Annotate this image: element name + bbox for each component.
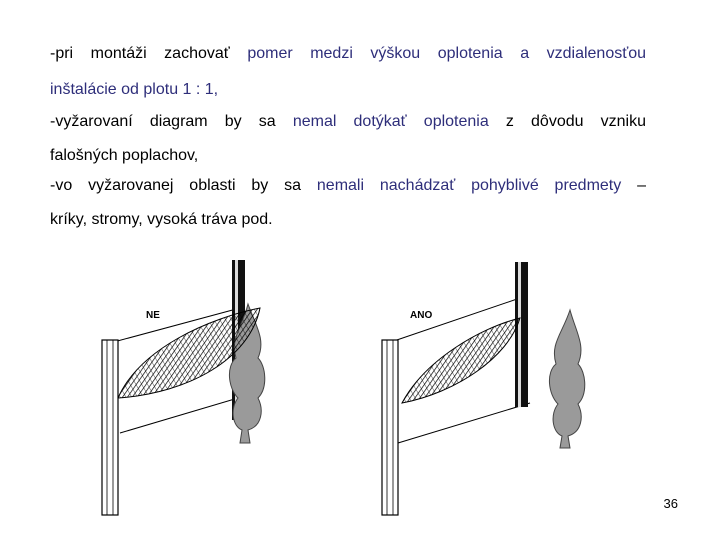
label-ano: ANO bbox=[410, 310, 433, 321]
paragraph-1-line-1 bbox=[50, 44, 646, 64]
paragraph-1-line-2: inštalácie od plotu 1 : 1, bbox=[50, 81, 219, 98]
tree-icon bbox=[549, 310, 584, 448]
paragraph-2-highlight: nemal dotýkať oplotenia bbox=[292, 113, 489, 130]
paragraph-1-text-a: -pri montáži zachovať bbox=[50, 45, 248, 62]
paragraph-2-text-a: -vyžarovaní diagram by sa bbox=[50, 113, 293, 130]
paragraph-3-highlight: nemali nachádzať pohyblivé predmety bbox=[316, 177, 622, 194]
fence-wire-bottom bbox=[398, 403, 530, 443]
scene-ne bbox=[102, 260, 265, 515]
fence-post-back bbox=[515, 262, 528, 407]
fence-illustration bbox=[80, 248, 600, 518]
paragraph-3-line-1 bbox=[50, 176, 646, 196]
scene-ano bbox=[382, 262, 585, 515]
sensor-post-front bbox=[382, 340, 398, 515]
paragraph-3-text-b: – bbox=[621, 177, 647, 194]
label-ne: NE bbox=[146, 310, 160, 321]
paragraph-2-line-2: falošných poplachov, bbox=[50, 147, 199, 164]
paragraph-2-text-b: z dôvodu vzniku bbox=[488, 113, 647, 130]
paragraph-3-line-2: kríky, stromy, vysoká tráva pod. bbox=[50, 211, 273, 228]
paragraph-1-highlight: pomer medzi výškou oplotenia a vzdialenosťou bbox=[247, 45, 647, 62]
paragraph-2-line-1 bbox=[50, 112, 646, 132]
page-number: 36 bbox=[663, 496, 678, 511]
sensor-post-front bbox=[102, 340, 118, 515]
paragraph-3-text-a: -vo vyžarovanej oblasti by sa bbox=[50, 177, 317, 194]
